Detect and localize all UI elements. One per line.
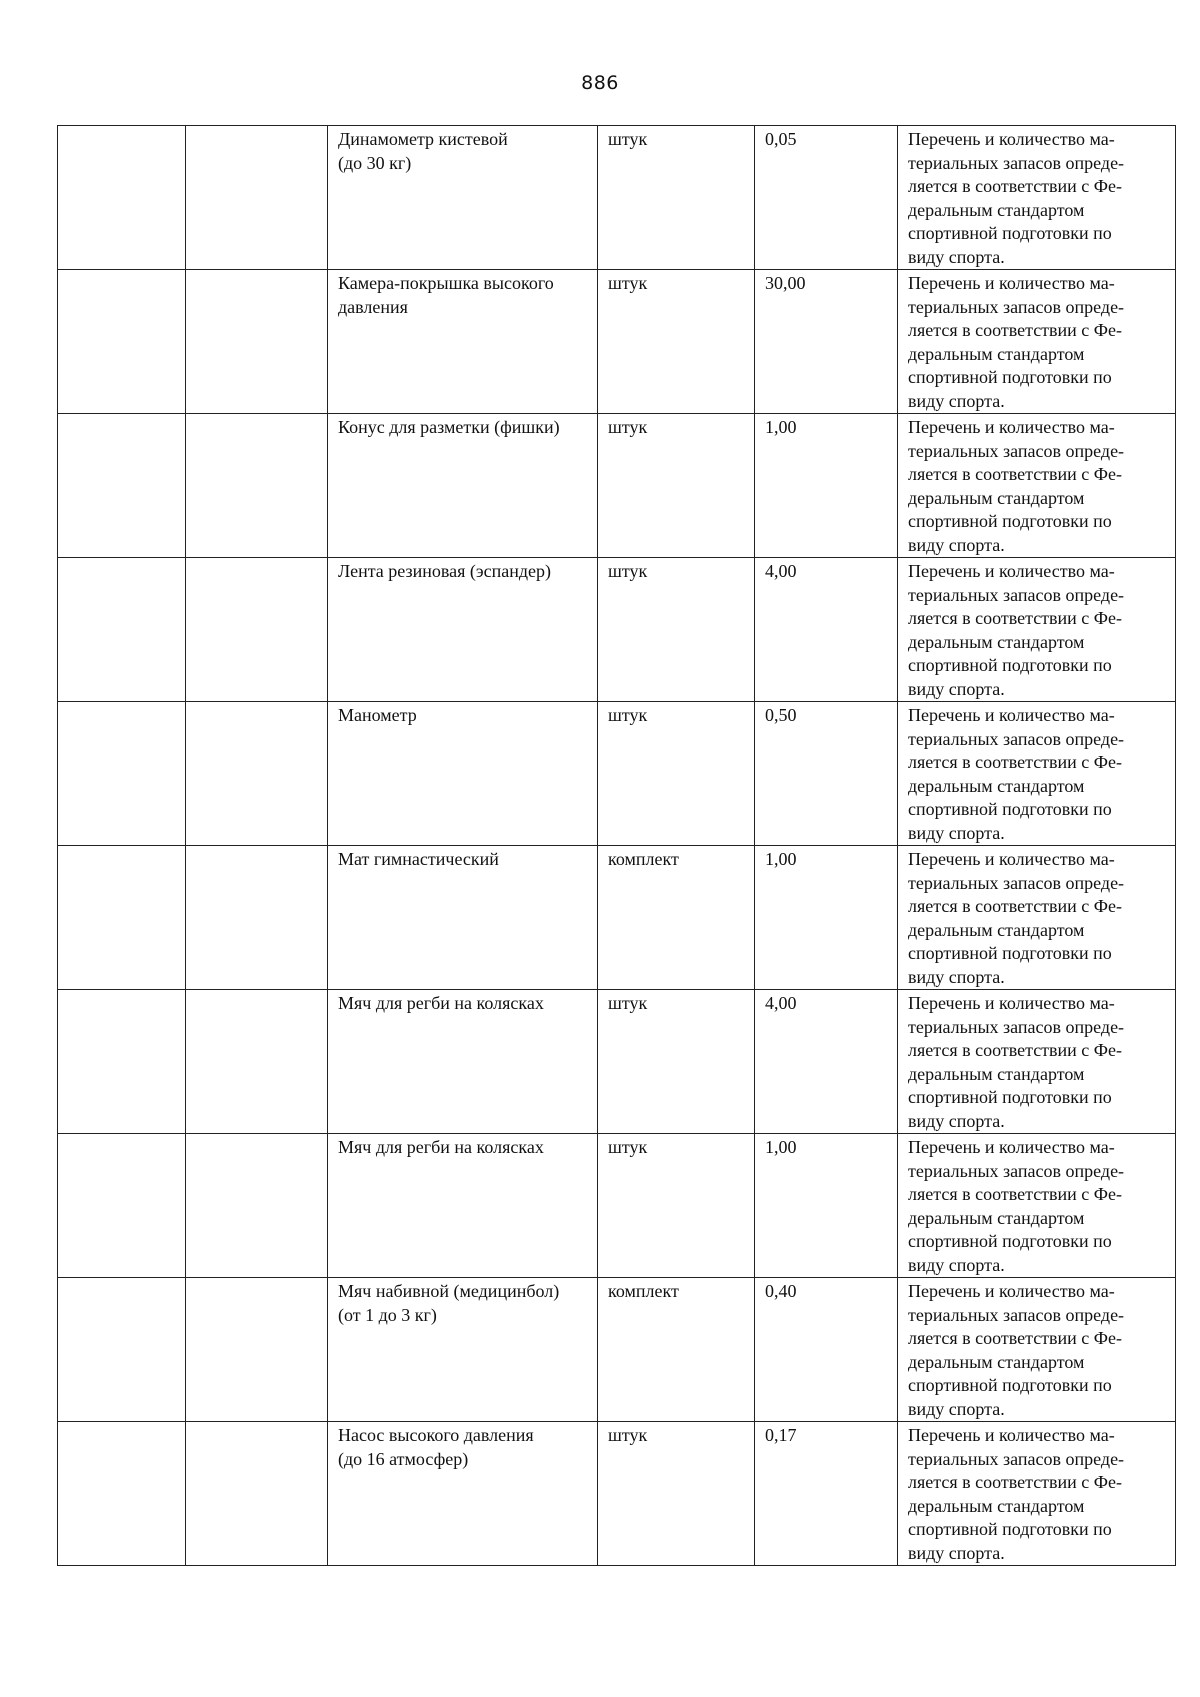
note-line: деральным стандартом [908,775,1085,796]
note-line: ляется в соответствии с Фе- [908,896,1123,916]
note-line: териальных запасов опреде- [908,728,1125,749]
empty-cell-section [58,270,186,414]
note-line: виду спорта. [908,966,1005,987]
equipment-name-line: Конус для разметки (фишки) [338,417,560,437]
equipment-name-line: Мяч набивной (медицинбол) [338,1281,560,1301]
unit-cell: штук [598,414,755,558]
note-line: спортивной подготовки по [908,655,1112,675]
note-cell [898,1278,1176,1422]
note-line: спортивной подготовки по [908,799,1112,819]
note-line: Перечень и количество ма- [908,561,1115,581]
note-line: виду спорта. [908,534,1005,555]
table-row [58,414,1176,558]
equipment-name-cell [328,1278,598,1422]
note-cell [898,990,1176,1134]
note-line: териальных запасов опреде- [908,1160,1125,1181]
empty-cell-section [58,558,186,702]
quantity-cell: 0,05 [755,126,898,270]
equipment-name-line: Мяч для регби на колясках [338,1137,544,1157]
equipment-name-line: Насос высокого давления [338,1425,534,1445]
note-cell [898,1422,1176,1566]
note-line: деральным стандартом [908,1351,1085,1372]
note-line: деральным стандартом [908,1495,1085,1516]
table-row [58,702,1176,846]
note-line: териальных запасов опреде- [908,1304,1125,1325]
note-line: ляется в соответствии с Фе- [908,752,1123,772]
note-line: Перечень и количество ма- [908,1137,1115,1157]
note-line: деральным стандартом [908,919,1085,940]
quantity-cell: 1,00 [755,1134,898,1278]
empty-cell-section [58,1422,186,1566]
quantity-cell: 0,40 [755,1278,898,1422]
empty-cell-stage [186,414,328,558]
note-line: Перечень и количество ма- [908,129,1115,149]
note-line: спортивной подготовки по [908,511,1112,531]
note-line: виду спорта. [908,1254,1005,1275]
note-line: деральным стандартом [908,1063,1085,1084]
note-line: ляется в соответствии с Фе- [908,1040,1123,1060]
note-line: Перечень и количество ма- [908,417,1115,437]
note-line: спортивной подготовки по [908,1375,1112,1395]
equipment-name-cell [328,126,598,270]
note-line: виду спорта. [908,390,1005,411]
note-line: деральным стандартом [908,487,1085,508]
empty-cell-section [58,702,186,846]
equipment-name-cell [328,990,598,1134]
equipment-name-line: Динамометр кистевой [338,129,508,149]
equipment-name-cell [328,846,598,990]
note-cell [898,558,1176,702]
note-line: спортивной подготовки по [908,1231,1112,1251]
note-line: ляется в соответствии с Фе- [908,1472,1123,1492]
table-row [58,1134,1176,1278]
equipment-name-line: давления [338,296,408,317]
equipment-name-line: (до 30 кг) [338,152,412,173]
unit-cell: штук [598,558,755,702]
quantity-cell: 4,00 [755,558,898,702]
note-line: деральным стандартом [908,1207,1085,1228]
table-row [58,126,1176,270]
note-line: Перечень и количество ма- [908,1425,1115,1445]
equipment-name-cell [328,1422,598,1566]
note-line: виду спорта. [908,1110,1005,1131]
quantity-cell: 1,00 [755,846,898,990]
unit-cell: штук [598,990,755,1134]
note-line: деральным стандартом [908,199,1085,220]
note-line: Перечень и количество ма- [908,849,1115,869]
materials-table [57,125,1176,1566]
equipment-name-cell [328,702,598,846]
table-row [58,1278,1176,1422]
table-row [58,270,1176,414]
note-line: териальных запасов опреде- [908,440,1125,461]
empty-cell-stage [186,846,328,990]
note-line: ляется в соответствии с Фе- [908,320,1123,340]
equipment-name-line: (от 1 до 3 кг) [338,1304,437,1325]
note-line: виду спорта. [908,678,1005,699]
empty-cell-stage [186,1422,328,1566]
quantity-cell: 0,17 [755,1422,898,1566]
note-cell [898,414,1176,558]
page-number: 886 [581,72,619,94]
note-line: ляется в соответствии с Фе- [908,1184,1123,1204]
note-line: спортивной подготовки по [908,943,1112,963]
empty-cell-stage [186,990,328,1134]
empty-cell-stage [186,1278,328,1422]
note-line: спортивной подготовки по [908,223,1112,243]
equipment-name-line: Мяч для регби на колясках [338,993,544,1013]
quantity-cell: 0,50 [755,702,898,846]
empty-cell-section [58,990,186,1134]
note-line: териальных запасов опреде- [908,584,1125,605]
empty-cell-section [58,1134,186,1278]
note-line: Перечень и количество ма- [908,705,1115,725]
empty-cell-section [58,846,186,990]
equipment-name-line: Камера-покрышка высокого [338,273,554,293]
note-line: Перечень и количество ма- [908,1281,1115,1301]
empty-cell-stage [186,558,328,702]
equipment-name-line: (до 16 атмосфер) [338,1448,469,1469]
note-line: Перечень и количество ма- [908,273,1115,293]
unit-cell: штук [598,1134,755,1278]
empty-cell-section [58,1278,186,1422]
unit-cell: комплект [598,846,755,990]
note-line: ляется в соответствии с Фе- [908,176,1123,196]
unit-cell: штук [598,1422,755,1566]
equipment-name-cell [328,270,598,414]
note-line: Перечень и количество ма- [908,993,1115,1013]
unit-cell: комплект [598,1278,755,1422]
quantity-cell: 1,00 [755,414,898,558]
empty-cell-stage [186,126,328,270]
table-row [58,846,1176,990]
note-line: териальных запасов опреде- [908,1016,1125,1037]
equipment-name-line: Манометр [338,705,417,725]
note-line: виду спорта. [908,246,1005,267]
empty-cell-section [58,126,186,270]
note-line: ляется в соответствии с Фе- [908,1328,1123,1348]
note-cell [898,126,1176,270]
unit-cell: штук [598,702,755,846]
empty-cell-stage [186,1134,328,1278]
note-cell [898,702,1176,846]
note-line: виду спорта. [908,822,1005,843]
note-line: териальных запасов опреде- [908,152,1125,173]
equipment-name-line: Мат гимнастический [338,849,499,869]
table-body [58,126,1176,1566]
note-cell [898,1134,1176,1278]
equipment-name-cell [328,414,598,558]
note-cell [898,270,1176,414]
note-line: териальных запасов опреде- [908,1448,1125,1469]
note-line: виду спорта. [908,1542,1005,1563]
equipment-name-line: Лента резиновая (эспандер) [338,561,552,581]
unit-cell: штук [598,270,755,414]
note-line: виду спорта. [908,1398,1005,1419]
note-line: ляется в соответствии с Фе- [908,464,1123,484]
note-line: спортивной подготовки по [908,367,1112,387]
table-row [58,558,1176,702]
note-line: териальных запасов опреде- [908,296,1125,317]
empty-cell-stage [186,270,328,414]
equipment-name-cell [328,1134,598,1278]
note-line: териальных запасов опреде- [908,872,1125,893]
quantity-cell: 4,00 [755,990,898,1134]
equipment-name-cell [328,558,598,702]
note-line: ляется в соответствии с Фе- [908,608,1123,628]
note-cell [898,846,1176,990]
note-line: деральным стандартом [908,343,1085,364]
empty-cell-stage [186,702,328,846]
empty-cell-section [58,414,186,558]
quantity-cell: 30,00 [755,270,898,414]
table-row [58,1422,1176,1566]
note-line: деральным стандартом [908,631,1085,652]
note-line: спортивной подготовки по [908,1519,1112,1539]
unit-cell: штук [598,126,755,270]
table-row [58,990,1176,1134]
note-line: спортивной подготовки по [908,1087,1112,1107]
